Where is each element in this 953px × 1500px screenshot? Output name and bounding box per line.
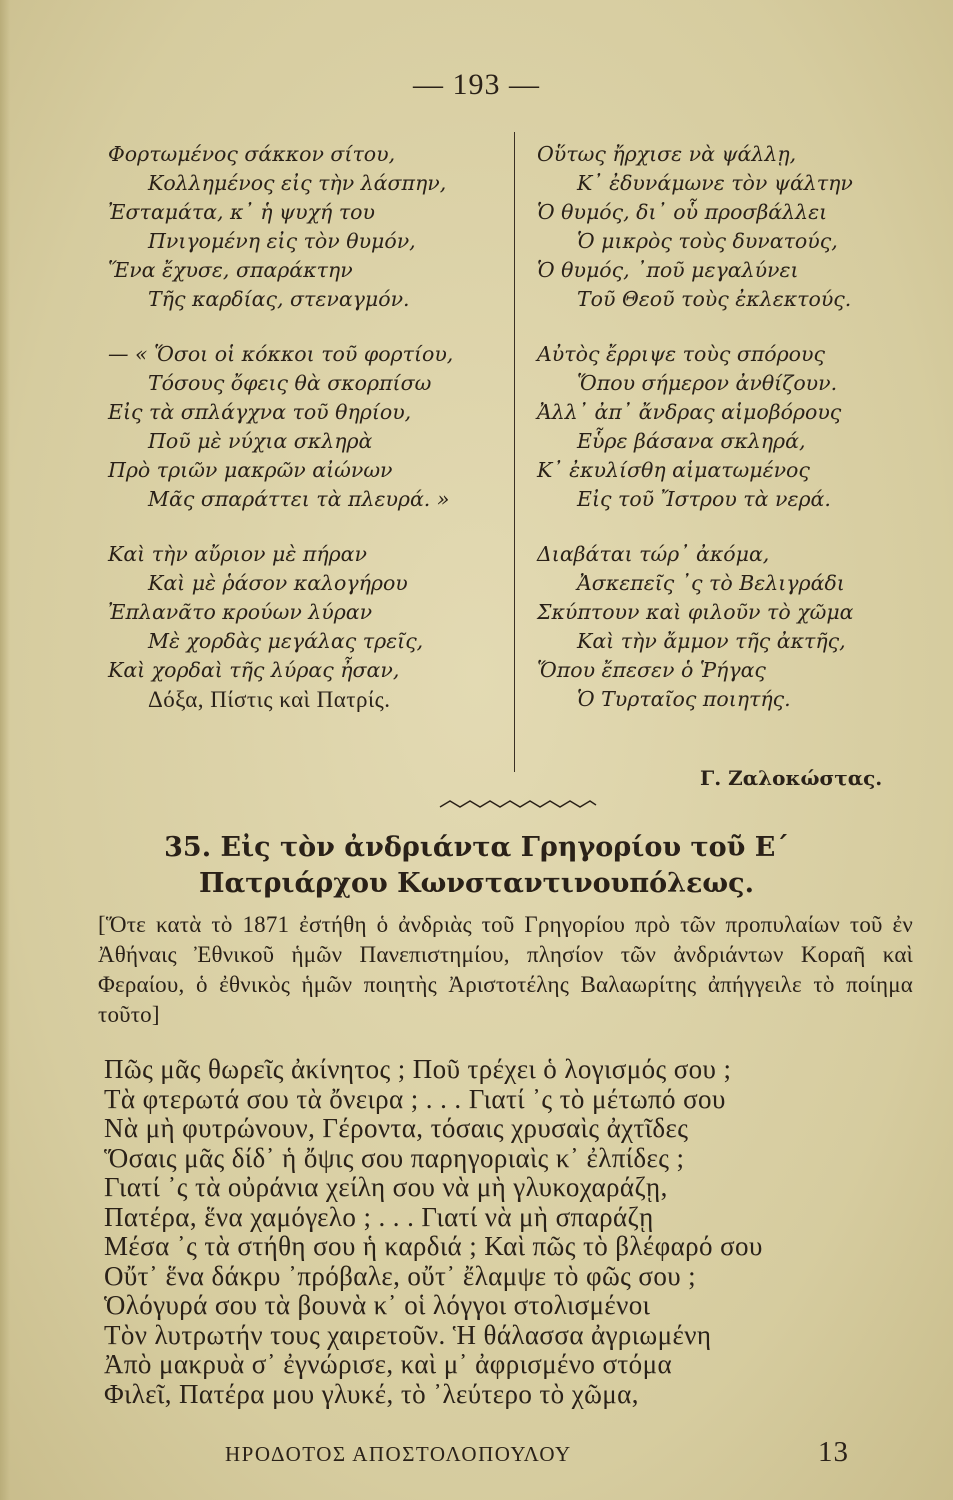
- poem-body: [104, 1055, 934, 1409]
- verse-line: Πνιγομένη εἰς τὸν θυμόν,: [148, 229, 416, 253]
- stanza: [108, 540, 508, 714]
- right-column: [537, 140, 917, 740]
- verse-line: Ποῦ μὲ νύχια σκληρὰ: [148, 429, 373, 453]
- column-divider: [514, 132, 515, 772]
- verse-line: Ὁ θυμός, δι᾽ οὗ προσβάλλει: [537, 200, 828, 224]
- page-number: — 193 —: [413, 68, 540, 101]
- verse-line: Δόξα, Πίστις καὶ Πατρίς.: [148, 687, 391, 712]
- verse-line: Ἐσταμάτα, κ᾽ ἡ ψυχή του: [108, 200, 375, 224]
- poem-line: Τὰ φτερωτά σου τὰ ὄνειρα ; . . . Γιατί ᾽ς τὸ μέτωπό σου: [104, 1083, 726, 1114]
- poem-author: Γ. Ζαλοκώστας.: [700, 766, 883, 790]
- verse-line: Τόσους ὄφεις θὰ σκορπίσω: [148, 371, 432, 395]
- verse-line: Σκύπτουν καὶ φιλοῦν τὸ χῶμα: [537, 600, 854, 624]
- stanza: [537, 340, 917, 514]
- verse-line: Μᾶς σπαράττει τὰ πλευρά. »: [148, 487, 450, 511]
- stanza: [537, 140, 917, 314]
- verse-line: Κ᾽ ἐκυλίσθη αἱματωμένος: [537, 458, 810, 482]
- poem-line: Γιατί ᾽ς τὰ οὐράνια χείλη σου νὰ μὴ γλυκοχαράζῃ,: [104, 1172, 668, 1202]
- verse-line: Ὅπου σήμερον ἀνθίζουν.: [577, 371, 838, 395]
- verse-line: Καὶ χορδαὶ τῆς λύρας ἦσαν,: [108, 658, 400, 682]
- stanza: [537, 540, 917, 714]
- verse-line: Πρὸ τριῶν μακρῶν αἰώνων: [108, 458, 393, 482]
- poem-line: Πατέρα, ἕνα χαμόγελο ; . . . Γιατί νὰ μὴ σπαράζῃ: [104, 1201, 654, 1232]
- verse-line: Τοῦ Θεοῦ τοὺς ἐκλεκτούς.: [577, 287, 852, 311]
- poem-line: Ὁλόγυρά σου τὰ βουνὰ κ᾽ οἱ λόγγοι στολισμένοι: [104, 1290, 651, 1320]
- verse-line: Εὗρε βάσανα σκληρά,: [577, 429, 806, 453]
- stanza: [108, 340, 508, 514]
- verse-line: Εἰς τοῦ Ἴστρου τὰ νερά.: [577, 487, 831, 511]
- verse-line: Καὶ τὴν αὔριον μὲ πήραν: [108, 542, 367, 566]
- verse-line: Ἐπλανᾶτο κρούων λύραν: [108, 600, 373, 624]
- verse-line: Διαβάται τώρ᾽ ἀκόμα,: [537, 542, 770, 566]
- poem-line: Τὸν λυτρωτήν τους χαιρετοῦν. Ἡ θάλασσα ἀγριωμένη: [104, 1319, 712, 1350]
- verse-line: Αὐτὸς ἔρριψε τοὺς σπόρους: [537, 342, 825, 366]
- verse-line: — « Ὅσοι οἱ κόκκοι τοῦ φορτίου,: [108, 342, 454, 366]
- verse-line: Μὲ χορδὰς μεγάλας τρεῖς,: [148, 629, 424, 653]
- poem-introduction-note: [Ὅτε κατὰ τὸ 1871 ἐστήθη ὁ ἀνδριὰς τοῦ Γρηγορίου πρὸ τῶν προπυλαίων τοῦ ἐν Ἀθήναις Ἐθνικοῦ ἡμῶν Πανεπιστημίου, πλησίον τῶν ἀνδριάντων Κοραῆ καὶ Φεραίου, ὁ ἐθνικὸς ἡμῶν ποιητὴς Ἀριστοτέλης Βαλαωρίτης ἀπήγγειλε τὸ ποίημα τοῦτο]: [98, 912, 913, 1027]
- poem-line: Οὔτ᾽ ἕνα δάκρυ ᾽πρόβαλε, οὔτ᾽ ἔλαμψε τὸ φῶς σου ;: [104, 1260, 697, 1291]
- poem-line: Φιλεῖ, Πατέρα μου γλυκέ, τὸ ᾽λεύτερο τὸ χῶμα,: [104, 1378, 639, 1409]
- verse-line: Κολλημένος εἰς τὴν λάσπην,: [148, 171, 447, 195]
- verse-line: Καὶ μὲ ῥάσον καλογήρου: [148, 571, 408, 595]
- stanza: [108, 140, 508, 314]
- verse-line: Εἰς τὰ σπλάγχνα τοῦ θηρίου,: [108, 400, 412, 424]
- verse-line: Ὁ θυμός, ᾽ποῦ μεγαλύνει: [537, 258, 799, 282]
- page-edge-shadow: [0, 0, 10, 1500]
- poem-line: Νὰ μὴ φυτρώνουν, Γέροντα, τόσαις χρυσαὶς ἀχτῖδες: [104, 1113, 689, 1143]
- verse-line: Ἕνα ἔχυσε, σπαράκτην: [108, 258, 353, 282]
- printer-footer: ΗΡΟΔΟΤΟΣ ΑΠΟΣΤΟΛΟΠΟΥΛΟΥ: [225, 1442, 572, 1466]
- signature-number: 13: [818, 1436, 849, 1468]
- poem-line: Ὅσαις μᾶς δίδ᾽ ἡ ὄψις σου παρηγοριαὶς κ᾽ ἐλπίδες ;: [104, 1142, 685, 1173]
- verse-line: Καὶ τὴν ἄμμον τῆς ἀκτῆς,: [577, 629, 846, 653]
- verse-line: Ὁ μικρὸς τοὺς δυνατούς,: [577, 229, 838, 253]
- verse-line: Φορτωμένος σάκκον σίτου,: [108, 142, 396, 166]
- verse-line: Κ᾽ ἐδυνάμωνε τὸν ψάλτην: [577, 171, 853, 195]
- verse-line: Ὁ Τυρταῖος ποιητής.: [577, 687, 791, 711]
- poem-line: Ἀπὸ μακρυὰ σ᾽ ἐγνώρισε, καὶ μ᾽ ἀφρισμένο στόμα: [104, 1349, 672, 1379]
- verse-line: Ἀσκεπεῖς ᾽ς τὸ Βελιγράδι: [577, 571, 845, 595]
- verse-line: Ἀλλ᾽ ἀπ᾽ ἄνδρας αἱμοβόρους: [537, 400, 842, 424]
- poem-line: Μέσα ᾽ς τὰ στήθη σου ἡ καρδιά ; Καὶ πῶς τὸ βλέφαρό σου: [104, 1231, 763, 1261]
- poem-title-line2: Πατριάρχου Κωνσταντινουπόλεως.: [199, 868, 754, 899]
- verse-line: Οὕτως ἤρχισε νὰ ψάλλῃ,: [537, 142, 797, 166]
- wavy-separator: [438, 795, 598, 815]
- poem-title: 35. Εἰς τὸν ἀνδριάντα Γρηγορίου τοῦ Ε΄: [164, 832, 789, 863]
- verse-line: Τῆς καρδίας, στεναγμόν.: [148, 287, 410, 311]
- poem-line: Πῶς μᾶς θωρεῖς ἀκίνητος ; Ποῦ τρέχει ὁ λογισμός σου ;: [104, 1054, 732, 1084]
- verse-line: Ὅπου ἔπεσεν ὁ Ῥήγας: [537, 658, 766, 682]
- left-column: [108, 140, 508, 740]
